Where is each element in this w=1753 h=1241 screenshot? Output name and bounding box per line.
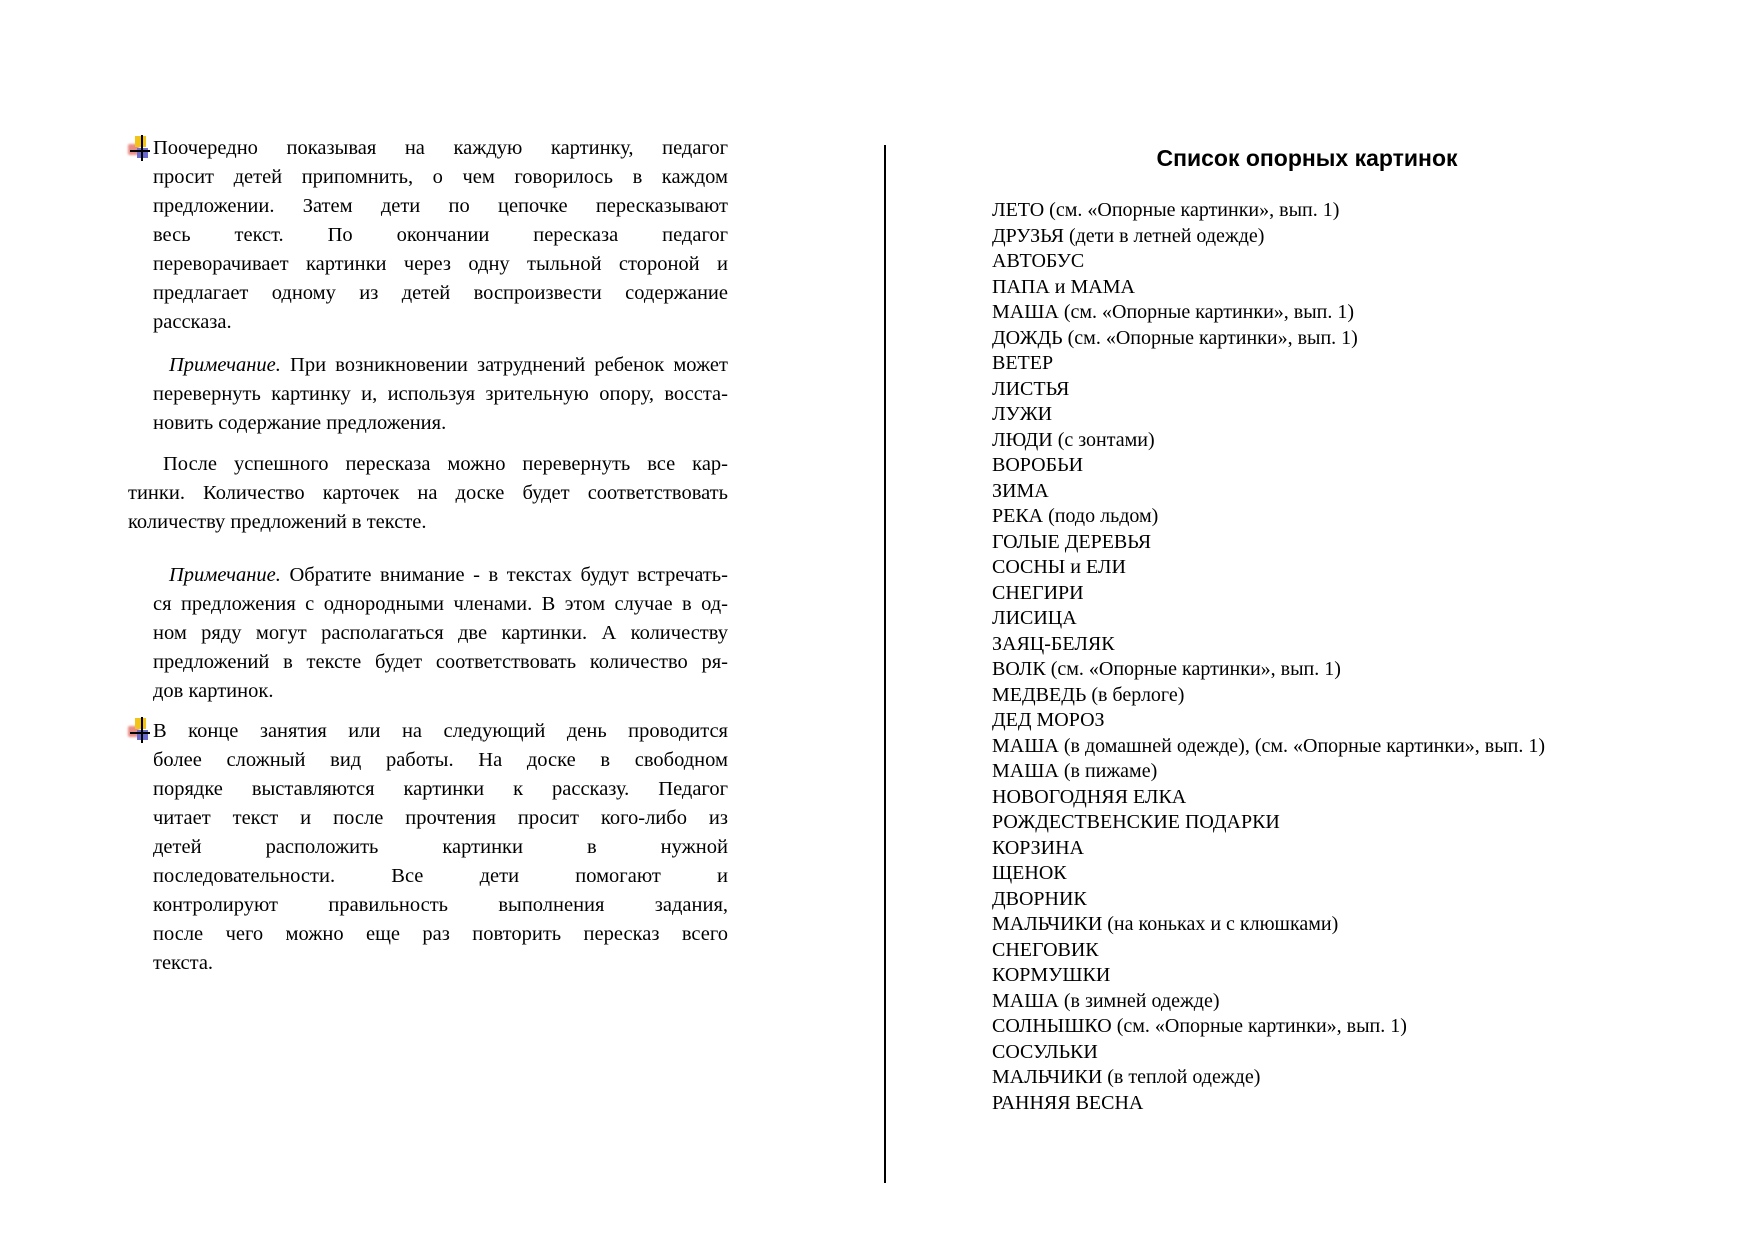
note-paragraph-1 <box>153 351 728 438</box>
note-line: дов картинок. <box>153 680 274 702</box>
picture-list-item: ДРУЗЬЯ (дети в летней одежде) <box>992 224 1265 247</box>
bullet-paragraph-1 <box>153 134 728 337</box>
note-line: предложений в тексте будет соответствовать количество ря- <box>153 651 728 673</box>
note-lead-line <box>153 561 728 590</box>
paragraph-line: весь текст. По окончании пересказа педагог <box>153 224 728 246</box>
paragraph-line: переворачивает картинки через одну тыльной стороной и <box>153 253 728 275</box>
note-line: ном ряду могут располагаться две картинки. А количеству <box>153 622 728 644</box>
picture-list-item: МАША (в домашней одежде), (см. «Опорные картинки», вып. 1) <box>992 734 1546 757</box>
paragraph-line: просит детей припомнить, о чем говорилось в каждом <box>153 166 728 188</box>
picture-list-item: ЗИМА <box>992 479 1049 502</box>
note-lead-word: Примечание. <box>169 354 281 376</box>
picture-list-item: ЛИСИЦА <box>992 607 1077 629</box>
paragraph-line: В конце занятия или на следующий день проводится <box>153 720 728 742</box>
colored-cross-bullet-icon <box>128 135 152 162</box>
paragraph-line: После успешного пересказа можно перевернуть все кар- <box>163 453 728 475</box>
paragraph-line: Поочередно показывая на каждую картинку, педагог <box>153 137 728 159</box>
note-paragraph-1-lines <box>153 380 728 438</box>
picture-list-item: ДВОРНИК <box>992 887 1087 910</box>
note-lead-rest: При возникновении затруднений ребенок может <box>280 354 728 376</box>
note-lead-line <box>153 351 728 380</box>
picture-list-item: МАЛЬЧИКИ (в теплой одежде) <box>992 1066 1261 1088</box>
paragraph-line: рассказа. <box>153 311 232 333</box>
picture-list-item: КОРЗИНА <box>992 836 1085 859</box>
paragraph-line: тинки. Количество карточек на доске будет соответствовать <box>128 482 728 504</box>
picture-list-item: ДЕД МОРОЗ <box>992 709 1105 731</box>
picture-list-item: МЕДВЕДЬ (в берлоге) <box>992 683 1185 706</box>
bullet-paragraph-2-lines <box>153 717 728 978</box>
picture-list-item: МАША (в зимней одежде) <box>992 989 1220 1012</box>
picture-list-item: ЛУЖИ <box>992 403 1053 425</box>
paragraph-line: после чего можно еще раз повторить пересказ всего <box>153 923 728 945</box>
note-line: перевернуть картинку и, используя зрительную опору, восста- <box>153 383 728 405</box>
picture-list-item: НОВОГОДНЯЯ ЕЛКА <box>992 785 1187 808</box>
bullet-cross-vertical <box>141 717 143 743</box>
picture-list <box>992 198 1622 1116</box>
picture-list-item: СОЛНЫШКО (см. «Опорные картинки», вып. 1) <box>992 1015 1407 1037</box>
paragraph-line: порядке выставляются картинки к рассказу. Педагог <box>153 778 728 800</box>
picture-list-item: ЛЕТО (см. «Опорные картинки», вып. 1) <box>992 199 1340 221</box>
note-lead-word: Примечание. <box>169 564 281 586</box>
picture-list-item: ВЕТЕР <box>992 352 1054 374</box>
paragraph-line: количеству предложений в тексте. <box>128 511 427 533</box>
picture-list-item: ЛИСТЬЯ <box>992 377 1070 400</box>
picture-list-item: МАША (см. «Опорные картинки», вып. 1) <box>992 301 1355 323</box>
picture-list-item: МАША (в пижаме) <box>992 760 1158 782</box>
note-paragraph-2-lines <box>153 590 728 706</box>
picture-list-item: РЕКА (подо льдом) <box>992 505 1159 527</box>
paragraph-line: предлагает одному из детей воспроизвести содержание <box>153 282 728 304</box>
plain-paragraph <box>128 450 728 537</box>
picture-list-item: СОСУЛЬКИ <box>992 1040 1098 1063</box>
picture-list-item: СНЕГИРИ <box>992 581 1084 604</box>
paragraph-line: последовательности. Все дети помогают и <box>153 865 728 887</box>
picture-list-item: РОЖДЕСТВЕНСКИЕ ПОДАРКИ <box>992 811 1280 833</box>
bullet-paragraph-1-lines <box>153 134 728 337</box>
list-title: Список опорных картинок <box>1156 145 1458 171</box>
picture-list-item: СНЕГОВИК <box>992 938 1099 961</box>
picture-list-item: КОРМУШКИ <box>992 964 1111 986</box>
note-lead-rest: Обратите внимание - в текстах будут встречать- <box>280 564 728 586</box>
right-list-column <box>992 144 1622 1116</box>
picture-list-item: СОСНЫ и ЕЛИ <box>992 556 1126 578</box>
picture-list-item: РАННЯЯ ВЕСНА <box>992 1091 1144 1114</box>
paragraph-line: детей расположить картинки в нужной <box>153 836 728 858</box>
picture-list-item: АВТОБУС <box>992 250 1085 272</box>
note-paragraph-2 <box>153 561 728 706</box>
picture-list-item: ЗАЯЦ-БЕЛЯК <box>992 632 1115 655</box>
paragraph-line: более сложный вид работы. На доске в свободном <box>153 749 728 771</box>
bullet-paragraph-2 <box>153 717 728 978</box>
column-divider-rule <box>884 145 886 1183</box>
bullet-cross-horizontal <box>130 732 150 734</box>
paragraph-line: предложении. Затем дети по цепочке пересказывают <box>153 195 728 217</box>
paragraph-line: текста. <box>153 952 214 974</box>
picture-list-item: ГОЛЫЕ ДЕРЕВЬЯ <box>992 530 1152 553</box>
note-line: новить содержание предложения. <box>153 412 447 434</box>
picture-list-item: ДОЖДЬ (см. «Опорные картинки», вып. 1) <box>992 326 1358 349</box>
colored-cross-bullet-icon <box>128 717 152 744</box>
picture-list-item: ВОЛК (см. «Опорные картинки», вып. 1) <box>992 658 1341 680</box>
bullet-cross-vertical <box>141 135 143 161</box>
note-line: ся предложения с однородными членами. В этом случае в од- <box>153 593 728 615</box>
bullet-cross-horizontal <box>130 150 150 152</box>
plain-paragraph-lines <box>128 450 728 537</box>
picture-list-item: МАЛЬЧИКИ (на коньках и с клюшками) <box>992 913 1339 935</box>
picture-list-item: ЛЮДИ (с зонтами) <box>992 428 1155 451</box>
left-text-column <box>128 134 728 978</box>
picture-list-item: ЩЕНОК <box>992 862 1067 884</box>
paragraph-line: контролируют правильность выполнения задания, <box>153 894 728 916</box>
paragraph-line: читает текст и после прочтения просит кого-либо из <box>153 807 728 829</box>
picture-list-item: ПАПА и МАМА <box>992 275 1135 298</box>
picture-list-item: ВОРОБЬИ <box>992 454 1084 476</box>
